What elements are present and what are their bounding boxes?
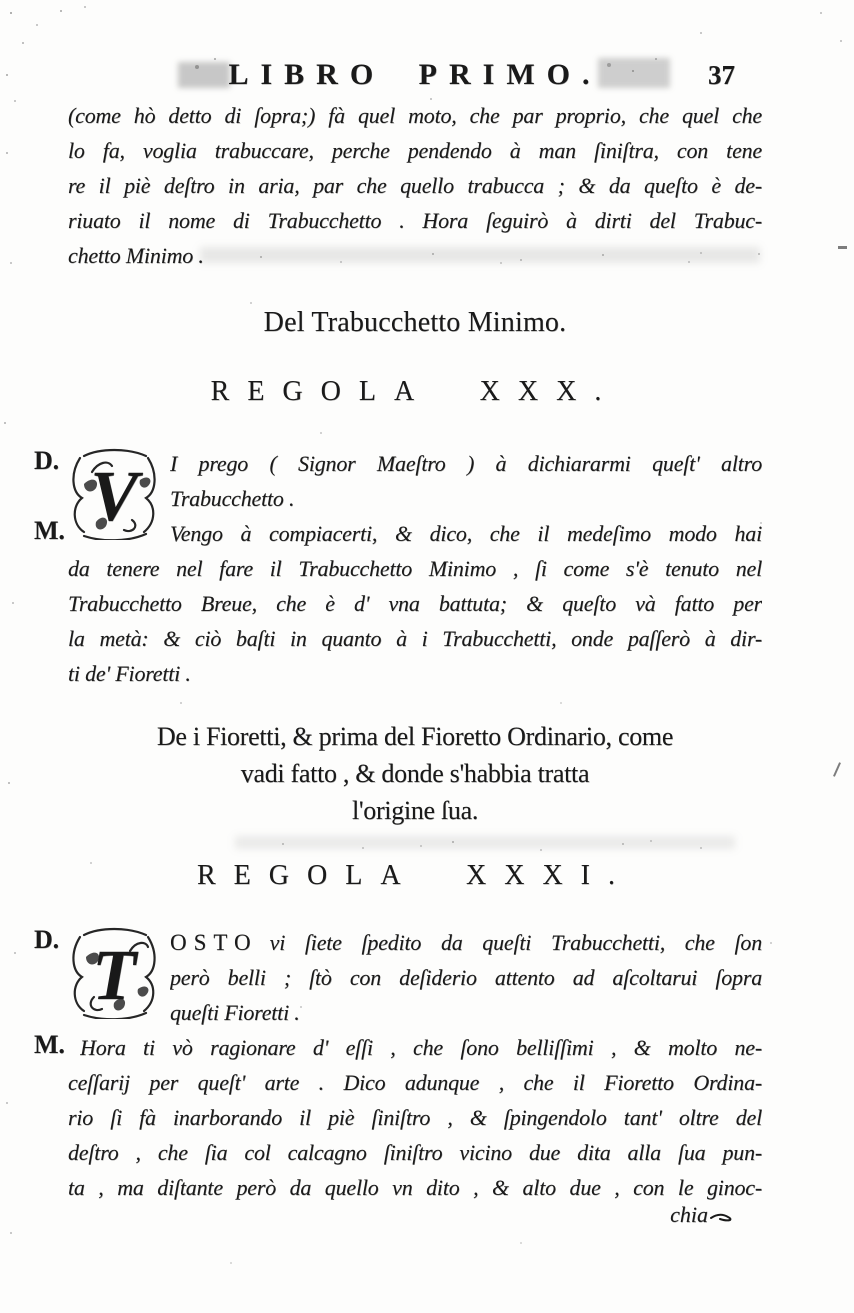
text-line: però belli ; ſtò con deſiderio attento ad aſcoltarui ſopra [170,965,762,990]
text-line: Trabucchetto Breue, che è d' vna battuta; & queſto và fatto per [68,591,762,616]
drop-cap-letter: T [92,935,136,1015]
text-line: chetto Minimo . [68,243,204,268]
text-line: Vengo à compiacerti, & dico, che il medeſimo modo hai [170,521,762,546]
decorated-drop-cap-v [68,448,160,540]
text-line [170,925,762,960]
text-line: (come hò detto di ſopra;) fà quel moto, che par proprio, che quel che [68,103,762,128]
dialogue-regola-xxxi [34,925,762,1205]
scan-noise-speckles [0,0,2,2]
scan-smudge [235,836,735,849]
regola-xxxi-heading: REGOLA XXXI. [197,860,633,891]
decorated-drop-cap-t [68,927,160,1019]
margin-mark [833,762,841,777]
catchword-text: chia [670,1202,708,1227]
speaker-label-disciple: D. [34,446,59,475]
text-line: Trabucchetto . [170,486,295,511]
text-span: vi ſiete ſpedito da queſti Trabucchetti, che ſon [269,930,762,955]
running-header-title: LIBRO PRIMO. [228,58,602,91]
speaker-label-master: M. [34,1030,65,1059]
text-line: ti de' Fioretti . [68,661,191,686]
text-line: ceſſarij per queſt' arte . Dico adunque , che il Fioretto Ordina- [68,1070,762,1095]
text-line: deſtro , che ſia col calcagno ſiniſtro vicino due dita alla ſua pun- [68,1140,762,1165]
chapter-heading-trabucchetto: Del Trabucchetto Minimo. [263,307,567,338]
spaced-caps-osto: OSTO [170,930,258,955]
regola-xxx-heading: REGOLA XXX. [210,376,620,407]
woodcut-initial-graphic [68,927,160,1019]
text-line: Hora ti vò ragionare d' eſſi , che ſono belliſſimi , & molto ne- [80,1035,762,1060]
chapter-heading-fioretti [68,718,762,829]
intro-paragraph [68,98,762,273]
text-line: riuato il nome di Trabucchetto . Hora ſeguirò à dirti del Trabuc- [68,208,762,233]
swash-graphic [710,1212,732,1222]
margin-mark [838,246,847,249]
dialogue-regola-xxx [34,446,762,691]
heading-line: vadi fatto , & donde s'habbia tratta [240,759,590,788]
text-line: rio ſi fà inarborando il piè ſiniſtro , & ſpingendolo tant' oltre del [68,1105,762,1130]
page-number: 37 [708,60,735,90]
text-line: la metà: & ciò baſti in quanto à i Trabucchetti, onde paſſerò à dir- [68,626,762,651]
text-line: queſti Fioretti . [170,1000,300,1025]
speaker-label-disciple: D. [34,925,59,954]
text-line: I prego ( Signor Maeſtro ) à dichiararmi queſt' altro [170,451,762,476]
text-line: re il piè deſtro in aria, par che quello trabucca ; & da queſto è de- [68,173,762,198]
text-line: da tenere nel fare il Trabucchetto Minimo , ſi come s'è tenuto nel [68,556,762,581]
text-line: lo fa, voglia trabuccare, perche pendendo à man ſiniſtra, con tene [68,138,762,163]
catchword-swash [710,1202,732,1228]
drop-cap-letter: V [90,456,138,536]
heading-line: l'origine ſua. [351,796,479,825]
text-line: ta , ma diſtante però da quello vn dito , & alto due , con le ginoc- [68,1175,762,1200]
heading-line: De i Fioretti, & prima del Fioretto Ordinario, come [156,722,674,751]
speaker-label-master: M. [34,516,65,545]
woodcut-initial-graphic [68,448,160,540]
catchword [68,1202,762,1228]
